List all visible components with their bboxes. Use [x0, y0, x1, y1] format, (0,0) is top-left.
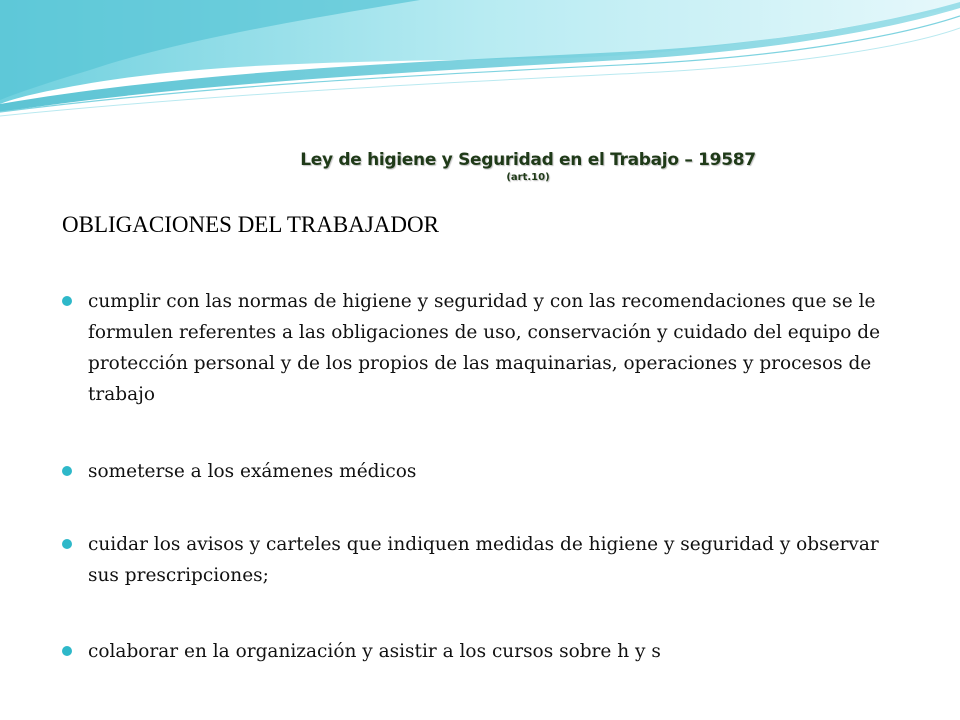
list-item-text: colaborar en la organización y asistir a los cursos sobre h y s: [88, 641, 661, 662]
list-item: [62, 529, 912, 591]
decorative-wave-header: [0, 0, 960, 120]
bullet-icon: [62, 539, 72, 549]
list-item: [62, 286, 912, 414]
slide-title: [0, 150, 960, 183]
bullet-icon: [62, 466, 72, 476]
bullet-icon: [62, 646, 72, 656]
list-item-text: cumplir con las normas de higiene y seguridad y con las recomendaciones que se le formulen referentes a las obligaciones de uso, conservación y cuidado del equipo de protección personal y de los propios de las maquinarias, operaciones y procesos de trabajo: [88, 291, 881, 405]
bullet-list: [62, 286, 912, 667]
list-item-text: cuidar los avisos y carteles que indiquen medidas de higiene y seguridad y observar sus prescripciones;: [88, 534, 879, 586]
list-item: [62, 636, 912, 667]
subtitle-text: (art.10): [506, 172, 550, 183]
title-text: Ley de higiene y Seguridad en el Trabajo – 19587: [300, 150, 756, 170]
bullet-icon: [62, 296, 72, 306]
section-heading: OBLIGACIONES DEL TRABAJADOR: [62, 212, 439, 237]
list-item-text: someterse a los exámenes médicos: [88, 461, 417, 482]
list-item: [62, 456, 912, 487]
